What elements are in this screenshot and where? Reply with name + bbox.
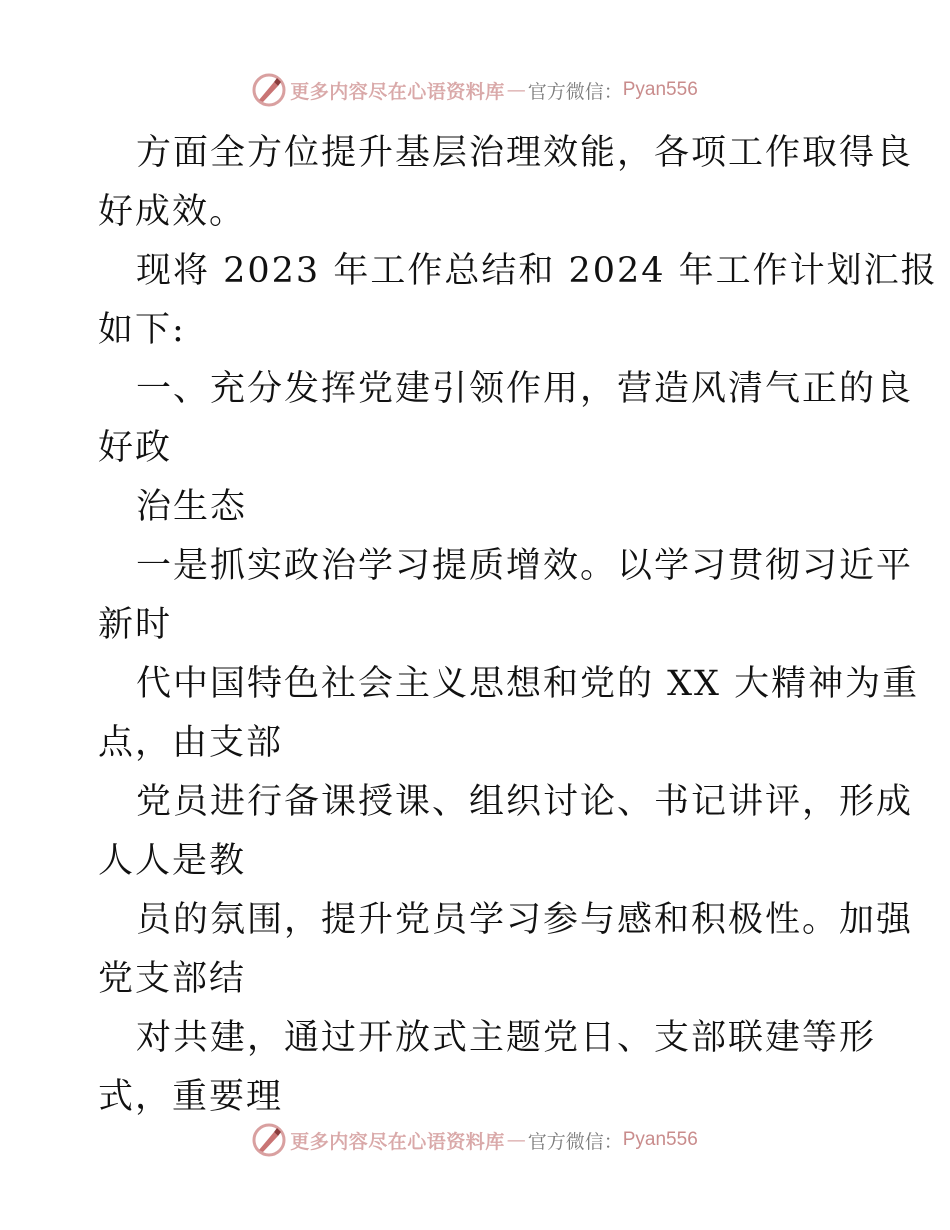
footer-watermark: [0, 1120, 950, 1160]
text-line: 新时: [98, 605, 173, 645]
text-line: 员的氛围，提升党员学习参与感和积极性。加强: [136, 900, 914, 940]
watermark-label: 官方微信：: [527, 1130, 623, 1153]
text-line: 点，由支部: [98, 723, 284, 763]
watermark-handle: Pyan556: [622, 79, 698, 100]
pen-logo-icon: [252, 1123, 286, 1157]
text-line: 党支部结: [98, 959, 247, 999]
text-line: 一是抓实政治学习提质增效。以学习贯彻习近平: [136, 546, 914, 586]
watermark-label: 官方微信：: [527, 80, 623, 103]
document-body: [98, 124, 938, 1127]
text-line: 好成效。: [98, 192, 247, 232]
text-line: 人人是教: [98, 841, 247, 881]
watermark-separator: —: [506, 1129, 526, 1151]
text-line: 治生态: [136, 487, 248, 527]
watermark-handle: Pyan556: [622, 1129, 698, 1150]
text-line: 党员进行备课授课、组织讨论、书记讲评，形成: [136, 782, 914, 822]
text-line: 现将 2023 年工作总结和 2024 年工作计划汇报: [136, 251, 938, 291]
text-line: 式，重要理: [98, 1077, 284, 1117]
text-line: 如下:: [98, 310, 186, 350]
text-line: 对共建，通过开放式主题党日、支部联建等形: [136, 1018, 877, 1058]
header-watermark: [0, 70, 950, 110]
pen-logo-icon: [252, 73, 286, 107]
watermark-separator: —: [506, 79, 526, 101]
text-line: 方面全方位提升基层治理效能，各项工作取得良: [136, 133, 914, 173]
text-line: 一、充分发挥党建引领作用，营造风清气正的良: [136, 369, 914, 409]
text-line: 代中国特色社会主义思想和党的 XX 大精神为重: [136, 664, 920, 704]
watermark-site: 更多内容尽在心语资料库: [290, 1130, 505, 1153]
text-line: 好政: [98, 428, 173, 468]
watermark-site: 更多内容尽在心语资料库: [290, 80, 505, 103]
